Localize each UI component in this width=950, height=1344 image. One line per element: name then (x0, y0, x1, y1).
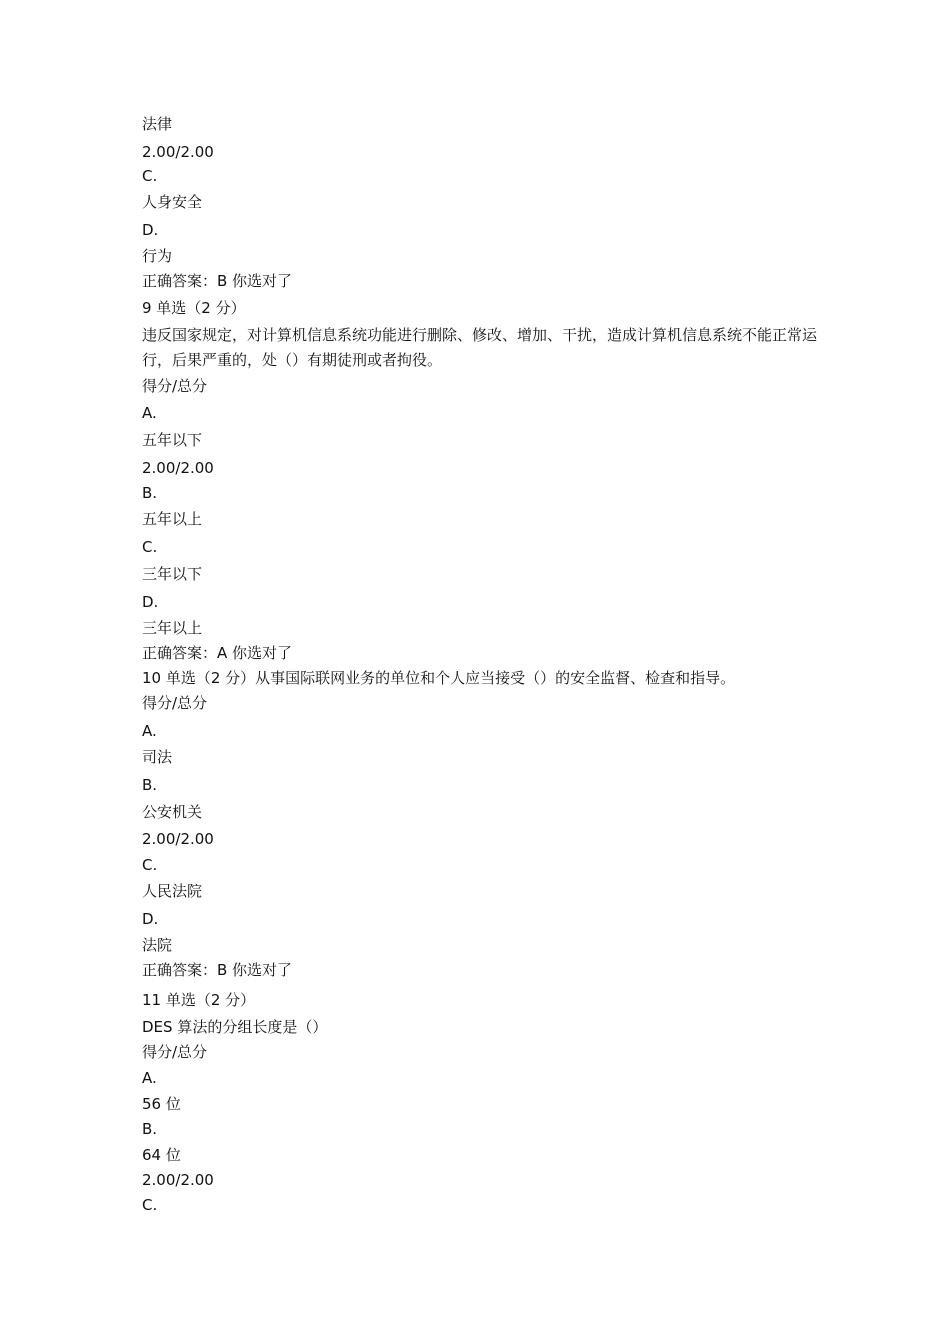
option-letter: D. (142, 221, 159, 239)
option-text: 人民法院 (142, 882, 203, 900)
option-text: 56 位 (142, 1095, 181, 1113)
option-letter: B. (142, 1120, 158, 1138)
option-letter: C. (142, 538, 158, 556)
option-letter: A. (142, 722, 157, 740)
question-text: DES 算法的分组长度是（） (142, 1018, 328, 1036)
option-letter: D. (142, 910, 159, 928)
option-letter: C. (142, 1196, 158, 1214)
question-header: 9 单选（2 分） (142, 299, 246, 317)
question-header: 11 单选（2 分） (142, 991, 256, 1009)
question-text: 违反国家规定，对计算机信息系统功能进行删除、修改、增加、干扰，造成计算机信息系统不能正常运行，后果严重的，处（）有期徒刑或者拘役。 (142, 326, 818, 369)
option-text: 法律 (142, 115, 173, 133)
question-header: 10 单选（2 分）从事国际联网业务的单位和个人应当接受（）的安全监督、检查和指导。 (142, 669, 736, 687)
option-letter: D. (142, 593, 159, 611)
option-letter: B. (142, 776, 158, 794)
correct-answer: 正确答案：A 你选对了 (142, 644, 293, 662)
option-text: 三年以上 (142, 619, 203, 637)
option-text: 公安机关 (142, 803, 203, 821)
score-value: 2.00/2.00 (142, 459, 214, 477)
score-label: 得分/总分 (142, 694, 208, 712)
correct-answer: 正确答案：B 你选对了 (142, 961, 293, 979)
score-value: 2.00/2.00 (142, 1171, 214, 1189)
option-text: 法院 (142, 936, 173, 954)
score-value: 2.00/2.00 (142, 143, 214, 161)
option-text: 五年以上 (142, 510, 203, 528)
option-text: 五年以下 (142, 431, 203, 449)
option-letter: A. (142, 404, 157, 422)
option-letter: C. (142, 856, 158, 874)
option-letter: B. (142, 484, 158, 502)
option-text: 三年以下 (142, 565, 203, 583)
option-letter: C. (142, 167, 158, 185)
option-text: 行为 (142, 247, 173, 265)
option-letter: A. (142, 1069, 157, 1087)
option-text: 司法 (142, 748, 173, 766)
option-text: 人身安全 (142, 193, 203, 211)
option-text: 64 位 (142, 1146, 181, 1164)
score-value: 2.00/2.00 (142, 830, 214, 848)
correct-answer: 正确答案：B 你选对了 (142, 272, 293, 290)
score-label: 得分/总分 (142, 377, 208, 395)
score-label: 得分/总分 (142, 1043, 208, 1061)
